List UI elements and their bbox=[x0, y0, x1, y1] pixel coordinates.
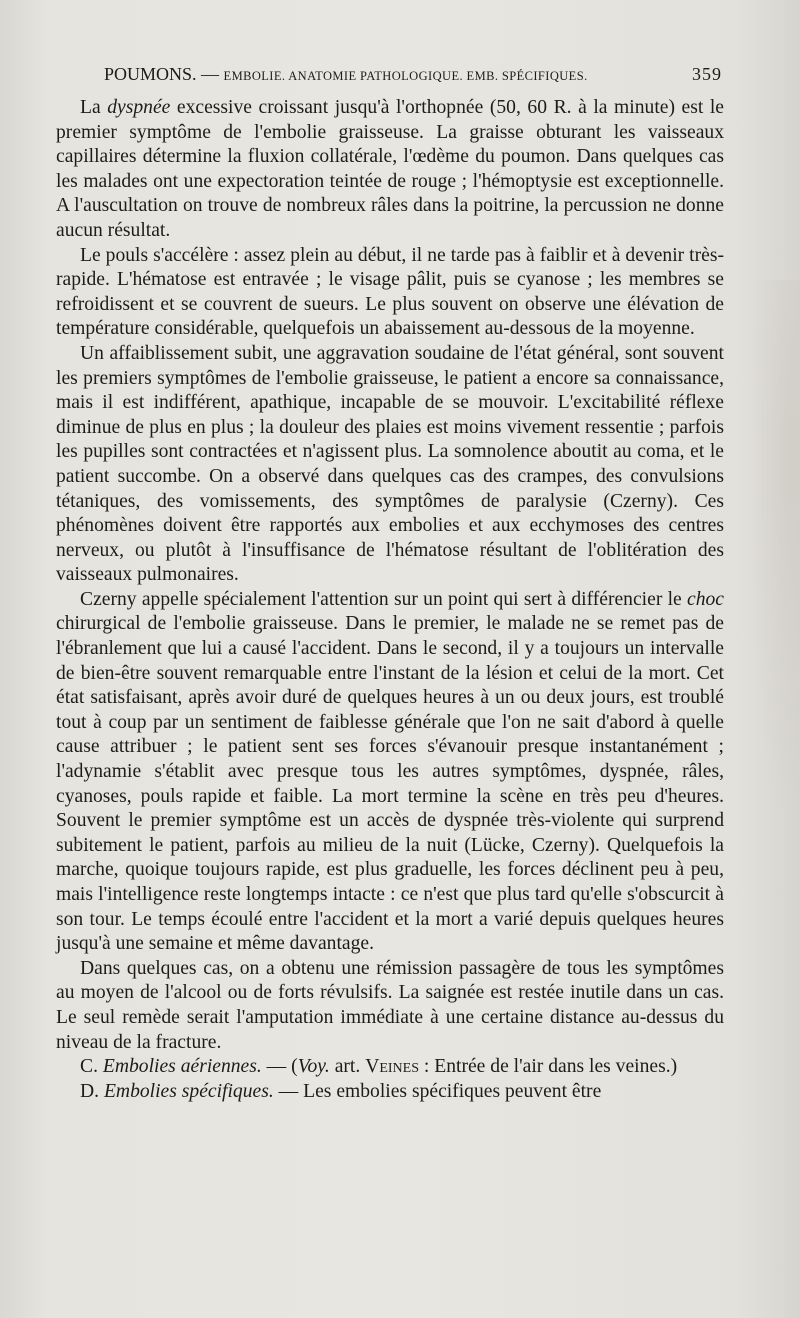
cross-reference: Veines bbox=[365, 1056, 419, 1078]
paragraph-text: excessive croissant jusqu'à l'orthopnée (50, 60 R. à la minute) est le premier symptôme de l'embolie graisseuse. La graisse obturant les vaisseaux capillaires détermine la fluxion collatérale, l'œdème du poumon. Dans quelques cas les malades ont une expectoration teintée de rouge ; l'hémoptysie est exceptionnelle. A l'auscultation on trouve de nombreux râles dans la poitrine, la percussion ne donne aucun résultat. bbox=[56, 97, 724, 241]
paragraph-text: Dans quelques cas, on a obtenu une rémission passagère de tous les symptômes au moyen de l'alcool ou de forts révulsifs. La saignée est restée inutile dans un cas. Le seul remède serait l'amputation immédiate à une certaine distance au-dessus du niveau de la fracture. bbox=[56, 957, 724, 1053]
paragraph-text: Un affaiblissement subit, une aggravation soudaine de l'état général, sont souvent les premiers symptômes de l'embolie graisseuse, le patient a encore sa connaissance, mais il est indifférent, apathique, incapable de se mouvoir. L'excitabilité réflexe diminue de plus en plus ; la douleur des plaies est moins vivement ressentie ; parfois les pupilles sont contractées et n'agissent plus. La somnolence aboutit au coma, et le patient succombe. On a observé dans quelques cas des crampes, des convulsions tétaniques, des vomissements, des symptômes de paralysie (Czerny). Ces phénomènes doivent être rapportés aux embolies et aux ecchymoses des centres nerveux, ou plutôt à l'insuffisance de l'hématose résultant de l'oblitération des vaisseaux pulmonaires. bbox=[56, 342, 724, 586]
section-letter: C. bbox=[80, 1056, 103, 1078]
paragraph-text: La bbox=[80, 97, 108, 118]
page-number: 359 bbox=[692, 64, 722, 84]
emphasis-term: choc bbox=[687, 588, 724, 610]
section-heading: Embolies aériennes. bbox=[102, 1056, 262, 1078]
section-d-specific-embolism bbox=[56, 1080, 724, 1105]
paragraph-weakness bbox=[56, 342, 724, 588]
paragraph-treatment bbox=[56, 957, 724, 1055]
paragraph-text: chirurgical de l'embolie graisseuse. Dans le premier, le malade ne se remet pas de l'ébranlement que lui a causé l'accident. Dans le second, il y a toujours un intervalle de bien-être souvent remarquable entre l'instant de la lésion et celui de la mort. Cet état satisfaisant, après avoir duré de quelques heures à un ou deux jours, est troublé tout à coup par un sentiment de faiblesse générale que l'on ne sait d'abord à quelle cause attribuer ; le patient sent ses forces s'évanouir presque instantanément ; l'adynamie s'établit avec presque tous les autres symptômes, dyspnée, râles, cyanoses, pouls rapide et faible. La mort termine la scène en très peu d'heures. Souvent le premier symptôme est un accès de dyspnée très-violente qui surprend subitement le patient, parfois au milieu de la nuit (Lücke, Czerny). Quelquefois la marche, quoique toujours rapide, est plus graduelle, les forces déclinent peu à peu, mais l'intelligence reste longtemps intacte : ce n'est que plus tard qu'elle s'obscurcit à son tour. Le temps écoulé entre l'accident et la mort a varié depuis quelques heures jusqu'à une semaine et même davantage. bbox=[56, 613, 724, 955]
emphasis-term: dyspnée bbox=[107, 97, 171, 118]
section-c-air-embolism bbox=[56, 1055, 724, 1080]
emphasis-term: Voy. bbox=[297, 1056, 330, 1078]
paragraph-text: : Entrée de l'air dans les veines.) bbox=[419, 1056, 678, 1078]
paragraph-pulse bbox=[56, 244, 724, 342]
section-letter: D. bbox=[80, 1080, 104, 1102]
paragraph-text: Czerny appelle spécialement l'attention sur un point qui sert à différencier le bbox=[80, 588, 687, 610]
paragraph-text: — ( bbox=[261, 1056, 298, 1078]
paragraph-text: — Les embolies spécifiques peuvent être bbox=[273, 1080, 602, 1102]
page-body bbox=[56, 96, 724, 1104]
paragraph-dyspnea bbox=[56, 96, 724, 244]
paragraph-text: art. bbox=[329, 1056, 366, 1078]
show-through-shadow bbox=[740, 280, 800, 880]
paragraph-text: Le pouls s'accélère : assez plein au début, il ne tarde pas à faiblir et à devenir très-rapide. L'hématose est entravée ; le visage pâlit, puis se cyanose ; les membres se refroidissent et se couvrent de sueurs. Le plus souvent on observe une élévation de température considérable, quelquefois un abaissement au-dessous de la moyenne. bbox=[56, 244, 724, 340]
paragraph-czerny bbox=[56, 588, 724, 957]
header-section-title: POUMONS. — bbox=[104, 64, 220, 84]
running-header bbox=[104, 62, 722, 86]
running-header-title bbox=[104, 62, 588, 88]
section-heading: Embolies spécifiques. bbox=[103, 1080, 274, 1102]
header-subtitle: EMBOLIE. ANATOMIE PATHOLOGIQUE. EMB. SPÉCIFIQUES. bbox=[223, 69, 588, 83]
